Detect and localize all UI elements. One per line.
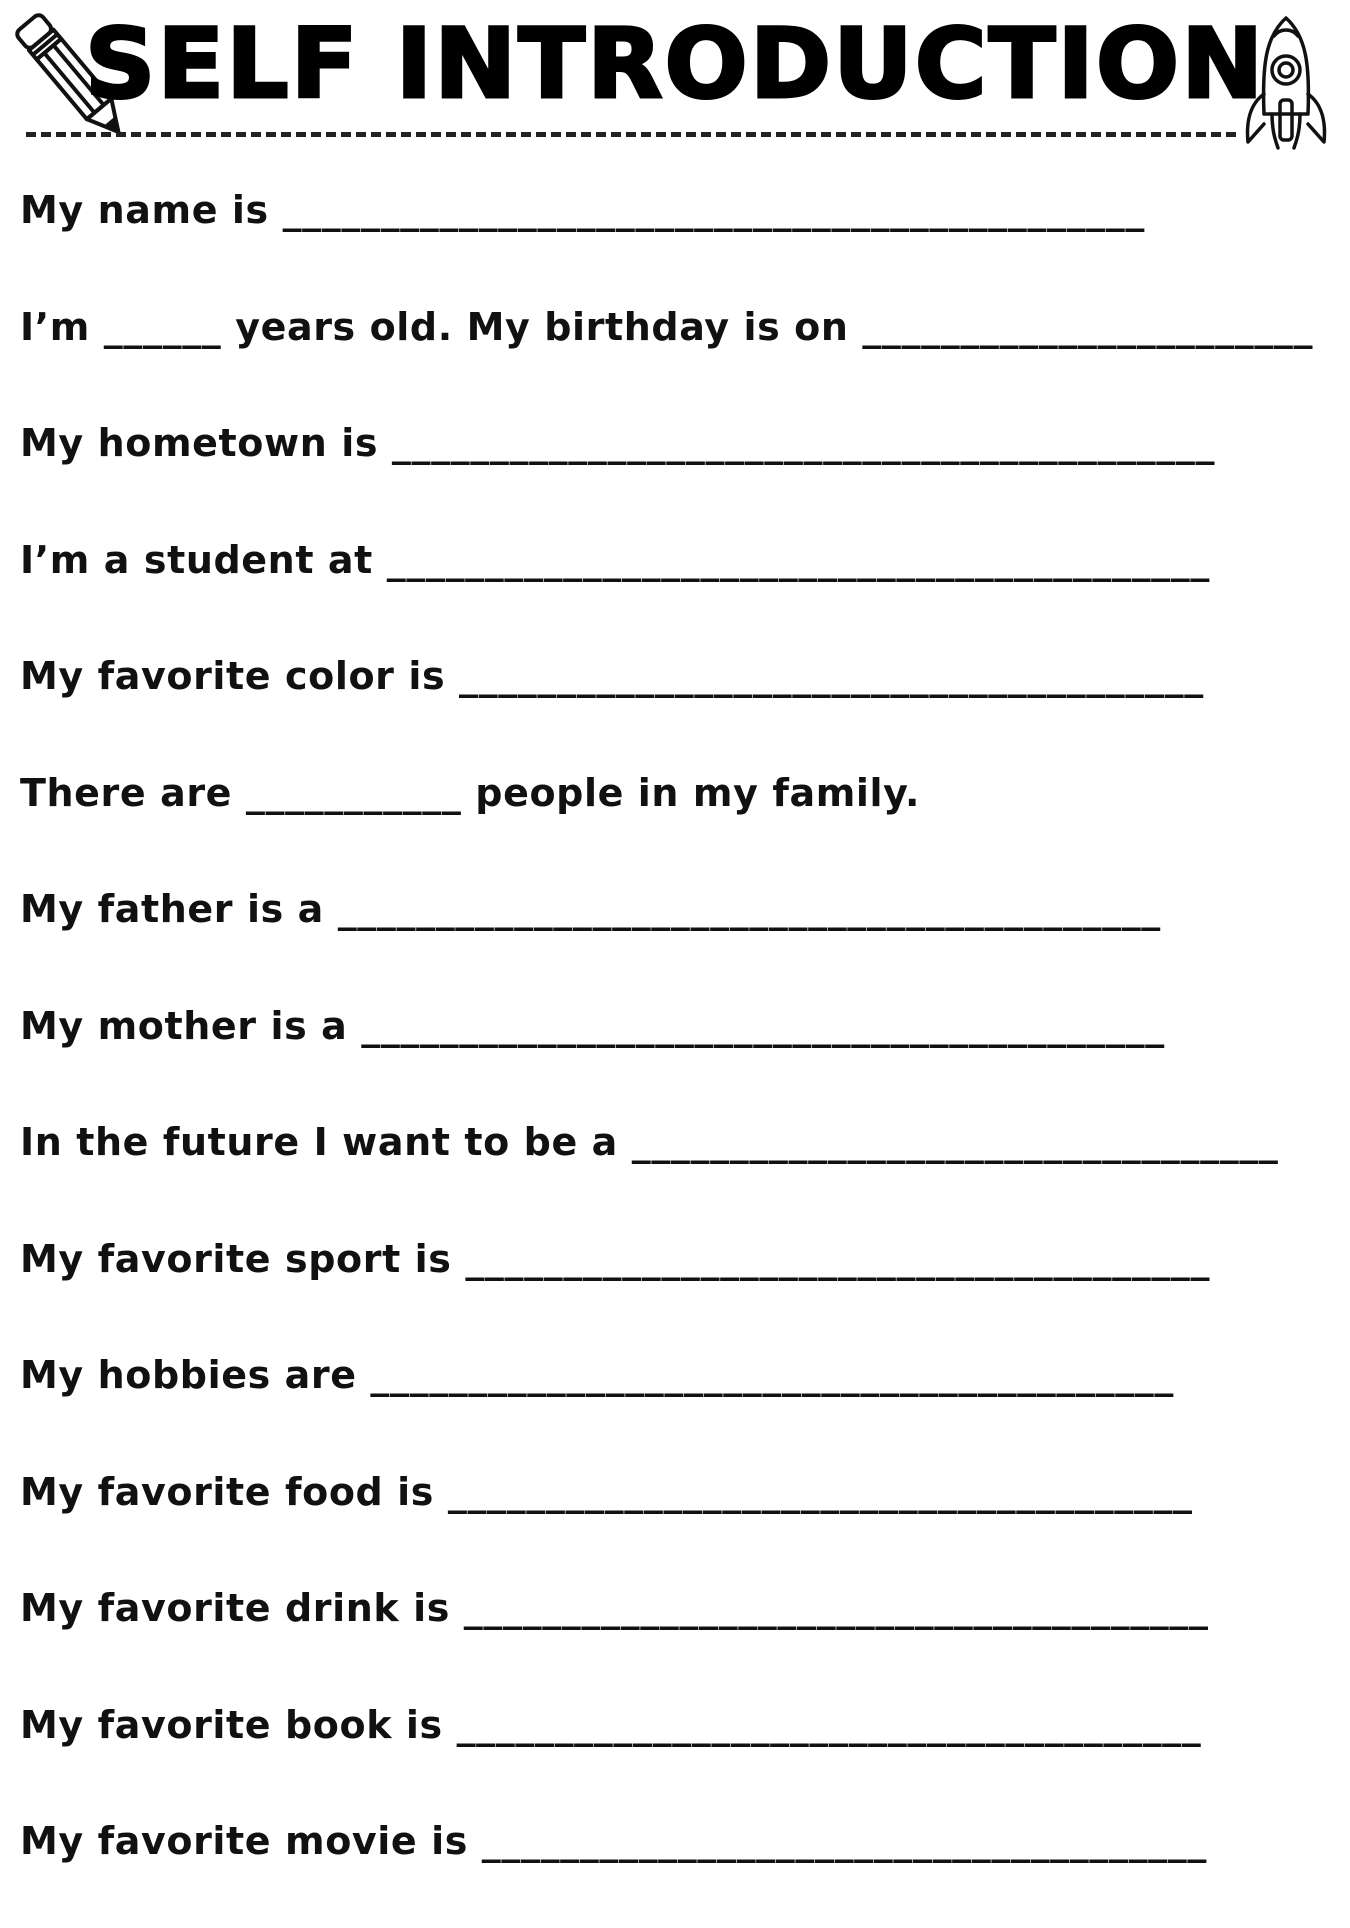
worksheet-line-family (20, 763, 1340, 880)
worksheet-line-father (20, 879, 1340, 996)
line-text: I’m ______ years old. My birthday is on _______________________ (20, 304, 1314, 349)
line-text: My favorite food is ______________________________________ (20, 1469, 1193, 1514)
worksheet-line-future (20, 1112, 1340, 1229)
worksheet-lines (20, 180, 1340, 1928)
worksheet-line-hobbies (20, 1345, 1340, 1462)
line-text: My name is ____________________________________________ (20, 188, 1145, 232)
worksheet-line-food (20, 1462, 1340, 1579)
page-title: SELF INTRODUCTION (84, 8, 1266, 120)
line-text: My favorite sport is ______________________________________ (20, 1236, 1211, 1281)
line-text: My hobbies are _________________________________________ (20, 1353, 1175, 1397)
line-text: My favorite drink is ______________________________________ (20, 1586, 1209, 1630)
line-text: My favorite book is ______________________________________ (20, 1702, 1202, 1747)
line-text: In the future I want to be a _________________________________ (20, 1120, 1279, 1164)
worksheet-line-school (20, 530, 1340, 647)
line-text: My favorite movie is _____________________________________ (20, 1819, 1207, 1863)
rocket-icon (1236, 14, 1336, 164)
line-text: My hometown is __________________________________________ (20, 421, 1216, 465)
line-text: My father is a __________________________________________ (20, 887, 1161, 931)
header-divider (26, 132, 1236, 143)
worksheet-line-movie (20, 1811, 1340, 1928)
line-text: There are ___________ people in my family. (20, 770, 921, 815)
line-text: My favorite color is ______________________________________ (20, 654, 1204, 698)
worksheet-line-hometown (20, 413, 1340, 530)
line-text: My mother is a _________________________________________ (20, 1003, 1165, 1048)
worksheet-line-name (20, 180, 1340, 297)
worksheet-header (0, 0, 1350, 160)
worksheet-line-drink (20, 1578, 1340, 1695)
worksheet-line-sport (20, 1229, 1340, 1346)
worksheet-line-color (20, 646, 1340, 763)
line-text: I’m a student at __________________________________________ (20, 537, 1210, 582)
worksheet-line-book (20, 1695, 1340, 1812)
worksheet-line-age-birthday (20, 297, 1340, 414)
worksheet-line-mother (20, 996, 1340, 1113)
